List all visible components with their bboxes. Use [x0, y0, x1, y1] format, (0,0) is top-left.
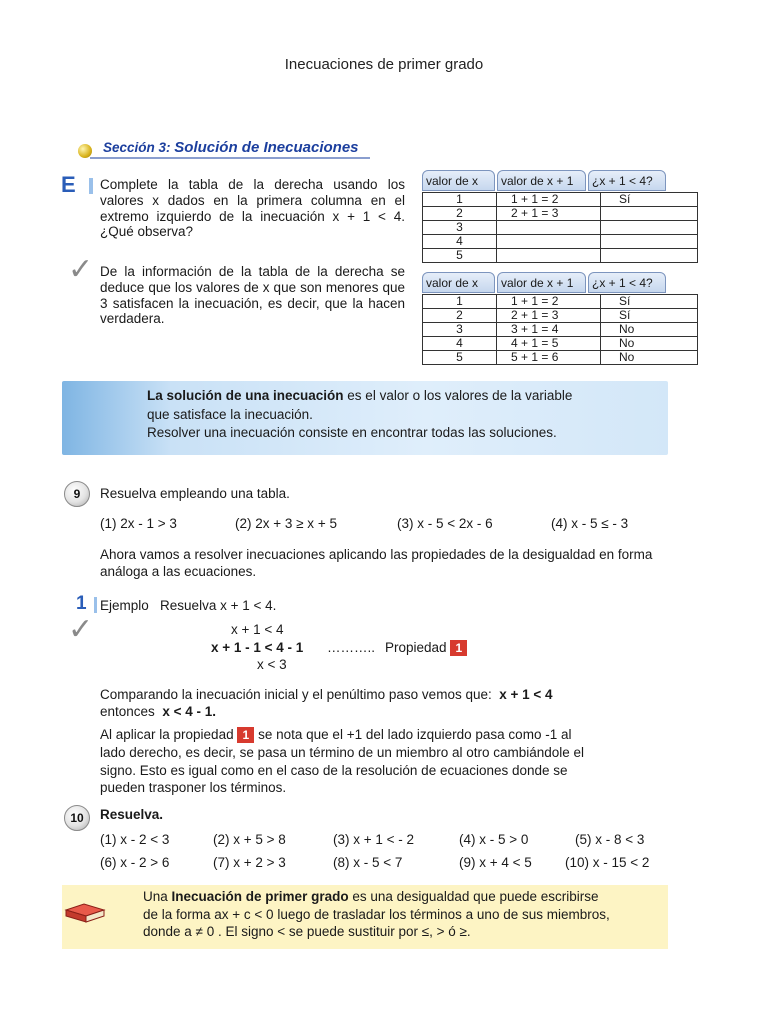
apply-line-2: lado derecho, es decir, se pasa un término de un miembro al otro cambiándole el	[100, 744, 585, 760]
table-cell: 3 + 1 = 4	[497, 323, 601, 337]
info-banner-text	[147, 387, 647, 443]
section-name: Solución de Inecuaciones	[174, 139, 359, 156]
solution-step-3: x < 3	[257, 657, 287, 672]
checkmark-icon: ✓	[68, 253, 94, 286]
exercise-item: (7) x + 2 > 3	[213, 855, 286, 870]
table-cell: 1 + 1 = 2	[497, 295, 601, 309]
table-row	[423, 351, 698, 365]
table-header-cell: ¿x + 1 < 4?	[588, 170, 666, 191]
table-cell	[601, 221, 698, 235]
table-row	[423, 193, 698, 207]
table-row	[423, 295, 698, 309]
table-body	[422, 294, 698, 365]
section-underline	[90, 157, 370, 159]
banner-bold-text: La solución de una inecuación	[147, 388, 344, 403]
book-icon	[64, 902, 106, 924]
example-number: 1	[76, 593, 87, 614]
section-prefix: Sección 3:	[103, 140, 171, 155]
values-table-blank	[422, 170, 698, 263]
table-cell: 2	[423, 309, 497, 323]
values-table-filled	[422, 272, 698, 365]
table-row	[423, 221, 698, 235]
table-row	[423, 309, 698, 323]
definition-line-1	[143, 888, 663, 906]
exercise-item: (1) x - 2 < 3	[100, 832, 170, 847]
table-header-cell: valor de x	[422, 170, 495, 191]
table-cell	[601, 235, 698, 249]
apply-line-1	[100, 726, 660, 744]
checkmark-icon: ✓	[68, 613, 94, 646]
document-title: Inecuaciones de primer grado	[284, 56, 484, 73]
solution-dots: ………..	[327, 640, 376, 655]
definition-text-part: Una	[143, 889, 172, 904]
banner-line-3: Resolver una inecuación consiste en encontrar todas las soluciones.	[147, 425, 557, 440]
table-cell: 3	[423, 323, 497, 337]
property-label: Propiedad	[385, 640, 447, 655]
table-cell: No	[601, 351, 698, 365]
table-cell: 4	[423, 337, 497, 351]
definition-text	[143, 888, 663, 941]
table-body	[422, 192, 698, 263]
compare-line-1	[100, 687, 553, 702]
example-label: Ejemplo	[100, 598, 149, 613]
definition-text-part: es una desigualdad que puede escribirse	[348, 889, 599, 904]
property-badge: 1	[450, 640, 467, 656]
apply-line-3: signo. Esto es igual como en el caso de la resolución de ecuaciones donde se	[100, 762, 568, 778]
exercise-item: (1) 2x - 1 > 3	[100, 516, 177, 531]
table-cell: 4 + 1 = 5	[497, 337, 601, 351]
table-header	[422, 170, 698, 192]
apply-line-4: pueden trasponer los términos.	[100, 780, 287, 796]
table-cell: No	[601, 323, 698, 337]
exercise-item: (6) x - 2 > 6	[100, 855, 170, 870]
table-cell: 2	[423, 207, 497, 221]
table-row	[423, 249, 698, 263]
table-cell	[497, 235, 601, 249]
answer-paragraph: De la información de la tabla de la derecha se deduce que los valores de x que son menores que 3 satisfacen la inecuación, es decir, que la hacen verdadera.	[100, 264, 405, 327]
banner-line-1	[147, 387, 647, 406]
table-row	[423, 337, 698, 351]
property-badge: 1	[237, 727, 254, 743]
exercise-number-badge: 9	[64, 481, 90, 507]
table-cell	[497, 221, 601, 235]
table-header	[422, 272, 698, 294]
intro-paragraph: Complete la tabla de la derecha usando los valores x dados en la primera columna en el extremo izquierdo de la inecuación x + 1 < 4. ¿Qué observa?	[100, 177, 405, 240]
table-cell: 3	[423, 221, 497, 235]
exercise-item: (3) x - 5 < 2x - 6	[397, 516, 493, 531]
apply-property-paragraph	[100, 726, 660, 797]
banner-text: es el valor o los valores de la variable	[343, 388, 573, 403]
table-header-cell: ¿x + 1 < 4?	[588, 272, 666, 293]
table-cell: 1 + 1 = 2	[497, 193, 601, 207]
table-cell: 5 + 1 = 6	[497, 351, 601, 365]
table-cell: 4	[423, 235, 497, 249]
table-row	[423, 235, 698, 249]
table-header-cell: valor de x	[422, 272, 495, 293]
table-cell	[601, 249, 698, 263]
table-cell: 5	[423, 249, 497, 263]
example-heading	[100, 598, 276, 613]
exercise-instruction: Resuelva.	[100, 807, 164, 822]
exercise-marker	[89, 178, 93, 194]
table-cell	[497, 249, 601, 263]
apply-text: Al aplicar la propiedad	[100, 727, 234, 742]
definition-line-2: de la forma ax + c < 0 luego de trasladar los términos a uno de sus miembros,	[143, 906, 610, 922]
table-cell: 2 + 1 = 3	[497, 309, 601, 323]
exercise-item: (4) x - 5 > 0	[459, 832, 529, 847]
banner-line-2: que satisface la inecuación.	[147, 406, 313, 422]
exercise-item: (2) x + 5 > 8	[213, 832, 286, 847]
exercise-item: (4) x - 5 ≤ - 3	[551, 516, 629, 531]
table-cell: Sí	[601, 309, 698, 323]
table-cell: 1	[423, 295, 497, 309]
definition-line-3: donde a ≠ 0 . El signo < se puede sustituir por ≤, > ó ≥.	[143, 924, 471, 939]
example-prompt: Resuelva x + 1 < 4.	[160, 598, 277, 613]
exercise-item: (10) x - 15 < 2	[565, 855, 650, 870]
bullet-icon	[78, 144, 92, 158]
section-header	[78, 137, 378, 161]
table-cell: 1	[423, 193, 497, 207]
exercise-item: (3) x + 1 < - 2	[333, 832, 415, 847]
table-row	[423, 207, 698, 221]
table-header-cell: valor de x + 1	[497, 272, 586, 293]
exercise-item: (8) x - 5 < 7	[333, 855, 403, 870]
table-cell: 2 + 1 = 3	[497, 207, 601, 221]
table-cell: 5	[423, 351, 497, 365]
table-cell: Sí	[601, 193, 698, 207]
table-row	[423, 323, 698, 337]
table-header-cell: valor de x + 1	[497, 170, 586, 191]
solution-step-1: x + 1 < 4	[231, 622, 284, 637]
compare-line-2	[100, 704, 216, 719]
exercise-letter: E	[61, 172, 76, 197]
exercise-item: (5) x - 8 < 3	[575, 832, 645, 847]
section-title	[103, 139, 359, 156]
exercise-item: (9) x + 4 < 5	[459, 855, 532, 870]
compare-text: Comparando la inecuación inicial y el penúltimo paso vemos que:	[100, 687, 492, 702]
exercise-number-badge: 10	[64, 805, 90, 831]
apply-text: se nota que el +1 del lado izquierdo pasa como -1 al	[258, 727, 572, 742]
solution-step-2: x + 1 - 1 < 4 - 1	[211, 640, 304, 655]
exercise-instruction: Resuelva empleando una tabla.	[100, 486, 290, 501]
definition-term: Inecuación de primer grado	[171, 889, 349, 904]
compare-expression: x < 4 - 1.	[162, 704, 216, 719]
explanation-note: Ahora vamos a resolver inecuaciones aplicando las propiedades de la desigualdad en forma análoga a las ecuaciones.	[100, 547, 653, 579]
compare-text: entonces	[100, 704, 155, 719]
table-cell	[601, 207, 698, 221]
table-cell: Sí	[601, 295, 698, 309]
exercise-item: (2) 2x + 3 ≥ x + 5	[235, 516, 337, 531]
example-marker	[94, 597, 97, 613]
property-reference	[385, 640, 467, 656]
table-cell: No	[601, 337, 698, 351]
compare-expression: x + 1 < 4	[499, 687, 553, 702]
